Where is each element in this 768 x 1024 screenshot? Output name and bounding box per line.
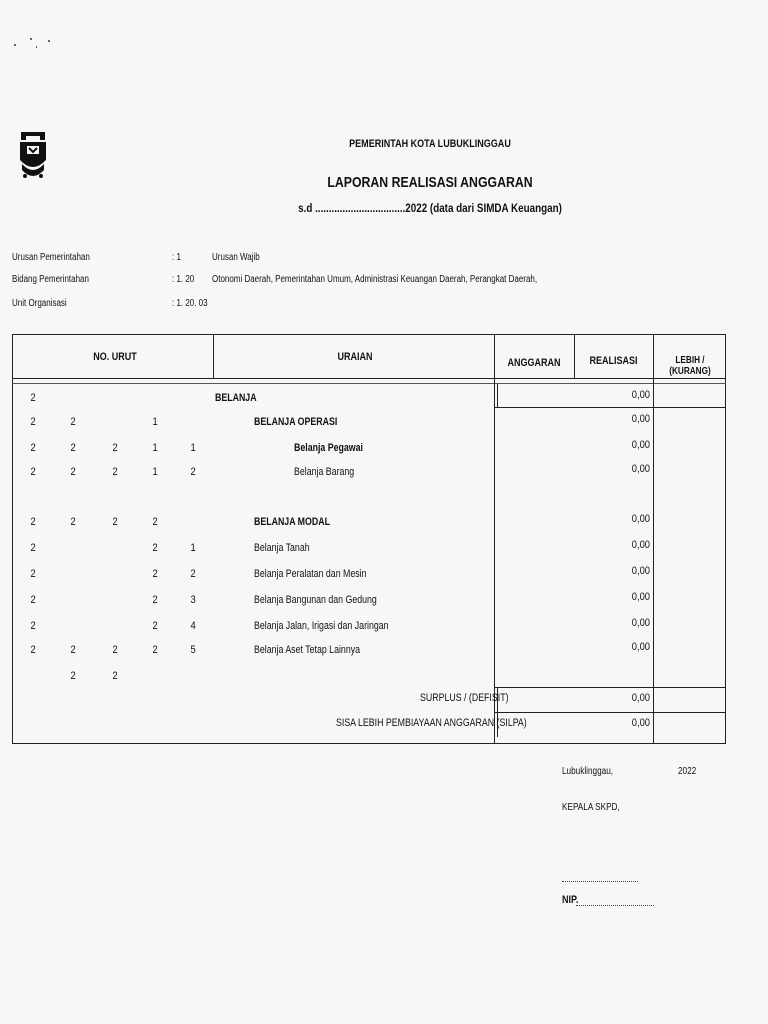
no-urut-digit: 2	[70, 516, 76, 528]
no-urut-digit: 1	[152, 416, 158, 428]
no-urut-digit: 2	[152, 542, 158, 554]
no-urut-digit: 2	[70, 442, 76, 454]
no-urut-digit: 2	[30, 516, 36, 528]
no-urut-digit: 2	[190, 568, 196, 580]
header-rule-double	[12, 383, 726, 384]
government-name: PEMERINTAH KOTA LUBUKLINGGAU	[349, 138, 511, 150]
no-urut-digit: 2	[30, 568, 36, 580]
no-urut-digit: 1	[152, 442, 158, 454]
no-urut-digit: 2	[152, 568, 158, 580]
city-emblem-logo	[18, 130, 48, 182]
signature-year: 2022	[678, 766, 697, 777]
row-realisasi-value: 0,00	[631, 617, 650, 629]
row-uraian: BELANJA OPERASI	[254, 416, 338, 428]
no-urut-digit: 2	[112, 644, 118, 656]
row-realisasi-value: 0,00	[631, 641, 650, 653]
row-uraian: Belanja Bangunan dan Gedung	[254, 594, 377, 606]
no-urut-digit: 2	[112, 516, 118, 528]
no-urut-digit: 2	[152, 644, 158, 656]
col-rule	[497, 384, 498, 408]
col-header-realisasi: REALISASI	[589, 355, 638, 367]
row-uraian: Belanja Tanah	[254, 542, 310, 554]
row-uraian: Belanja Barang	[294, 466, 355, 478]
surplus-value: 0,00	[631, 692, 650, 704]
row-realisasi-value: 0,00	[631, 439, 650, 451]
info-code: : 1. 20	[172, 274, 195, 285]
row-realisasi-value: 0,00	[631, 565, 650, 577]
nip-label: NIP.	[562, 894, 579, 906]
col-rule	[213, 334, 214, 379]
row-uraian: BELANJA MODAL	[254, 516, 330, 528]
info-code: : 1	[172, 252, 181, 263]
row-uraian: Belanja Peralatan dan Mesin	[254, 568, 367, 580]
no-urut-digit: 2	[30, 416, 36, 428]
info-row-bidang	[12, 274, 752, 290]
col-rule	[574, 334, 575, 379]
no-urut-digit: 4	[190, 620, 196, 632]
row-realisasi-value: 0,00	[631, 513, 650, 525]
header-rule	[12, 378, 726, 379]
no-urut-digit: 2	[30, 442, 36, 454]
no-urut-digit: 3	[190, 594, 196, 606]
no-urut-digit: 2	[30, 620, 36, 632]
no-urut-digit: 2	[30, 644, 36, 656]
no-urut-digit: 2	[152, 594, 158, 606]
no-urut-digit: 2	[30, 392, 36, 404]
col-rule	[653, 334, 654, 744]
info-row-unit	[12, 298, 752, 314]
info-label: Urusan Pemerintahan	[12, 252, 90, 263]
no-urut-digit: 5	[190, 644, 196, 656]
no-urut-digit: 2	[70, 416, 76, 428]
row-uraian: BELANJA	[215, 392, 257, 404]
info-desc: Otonomi Daerah, Pemerintahan Umum, Administrasi Keuangan Daerah, Perangkat Daerah,	[212, 274, 538, 285]
col-header-lebih-kurang: LEBIH / (KURANG)	[669, 355, 711, 377]
col-rule	[494, 334, 495, 744]
row-rule	[494, 687, 726, 688]
row-realisasi-value: 0,00	[631, 463, 650, 475]
no-urut-digit: 2	[30, 594, 36, 606]
col-header-uraian: URAIAN	[337, 351, 373, 363]
no-urut-digit: 2	[152, 620, 158, 632]
info-row-urusan	[12, 252, 752, 268]
row-realisasi-value: 0,00	[631, 591, 650, 603]
no-urut-digit: 1	[152, 466, 158, 478]
silpa-label: SISA LEBIH PEMBIAYAAN ANGGARAN (SILPA)	[336, 717, 527, 729]
row-rule	[494, 407, 726, 408]
no-urut-digit: 2	[152, 516, 158, 528]
info-desc: Urusan Wajib	[212, 252, 260, 263]
row-rule	[494, 712, 726, 713]
signature-position: KEPALA SKPD,	[562, 802, 620, 813]
nip-line	[576, 904, 654, 906]
no-urut-digit: 2	[70, 466, 76, 478]
scan-specks	[0, 0, 60, 60]
no-urut-digit: 2	[70, 644, 76, 656]
row-realisasi-value: 0,00	[631, 539, 650, 551]
row-uraian: Belanja Jalan, Irigasi dan Jaringan	[254, 620, 389, 632]
no-urut-digit: 2	[112, 442, 118, 454]
no-urut-digit: 2	[30, 466, 36, 478]
col-header-anggaran: ANGGARAN	[507, 357, 561, 369]
info-code: : 1. 20. 03	[172, 298, 208, 309]
info-label: Bidang Pemerintahan	[12, 274, 89, 285]
no-urut-digit: 2	[190, 466, 196, 478]
surplus-label: SURPLUS / (DEFISIT)	[420, 692, 509, 704]
row-realisasi-value: 0,00	[631, 389, 650, 401]
row-uraian: Belanja Pegawai	[294, 442, 363, 454]
silpa-value: 0,00	[631, 717, 650, 729]
info-label: Unit Organisasi	[12, 298, 67, 309]
report-title: LAPORAN REALISASI ANGGARAN	[327, 174, 533, 191]
signature-line	[562, 880, 638, 882]
no-urut-digit: 2	[70, 670, 76, 682]
row-uraian: Belanja Aset Tetap Lainnya	[254, 644, 361, 656]
no-urut-digit: 2	[112, 670, 118, 682]
no-urut-digit: 2	[112, 466, 118, 478]
no-urut-digit: 1	[190, 542, 196, 554]
signature-place: Lubuklinggau,	[562, 766, 614, 777]
no-urut-digit: 1	[190, 442, 196, 454]
report-period: s.d .................................2022 (data dari SIMDA Keuangan)	[298, 201, 562, 215]
row-realisasi-value: 0,00	[631, 413, 650, 425]
no-urut-digit: 2	[30, 542, 36, 554]
col-header-no-urut: NO. URUT	[93, 351, 137, 363]
